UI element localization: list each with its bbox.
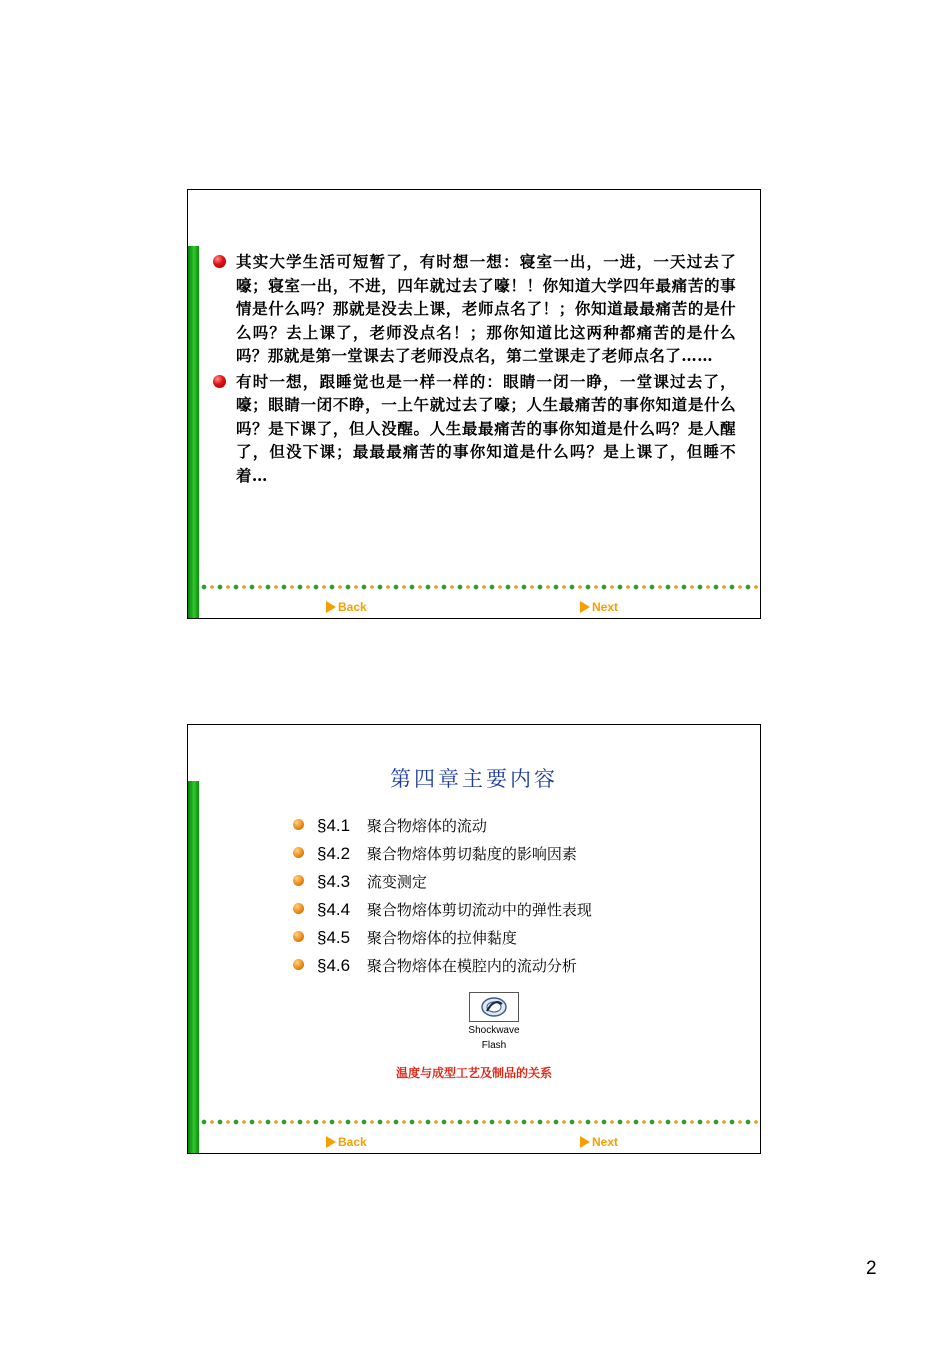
play-arrow-icon (326, 601, 336, 613)
green-side-bar (188, 246, 199, 618)
orange-bullet-icon (293, 875, 304, 886)
bullet-item (212, 370, 736, 488)
orange-bullet-icon (293, 847, 304, 858)
play-arrow-icon (326, 1136, 336, 1148)
section-title: 流变测定 (366, 873, 427, 891)
chapter-contents-list (293, 813, 592, 981)
flash-caption-line2: Flash (481, 1040, 507, 1051)
slide-1 (187, 189, 761, 619)
flash-caption (444, 1023, 544, 1053)
section-title: 聚合物熔体剪切流动中的弹性表现 (366, 901, 592, 919)
section-title: 聚合物熔体的拉伸黏度 (366, 929, 517, 947)
next-label: Next (592, 1135, 619, 1149)
red-bullet-icon (213, 375, 226, 388)
red-bullet-icon (213, 255, 226, 268)
section-number: §4.6 (317, 956, 351, 975)
shockwave-flash-icon[interactable] (469, 992, 519, 1022)
section-number: §4.1 (317, 816, 351, 835)
section-number: §4.5 (317, 928, 351, 947)
back-label: Back (338, 600, 367, 614)
list-item (293, 897, 592, 925)
section-title: 聚合物熔体在模腔内的流动分析 (366, 957, 577, 975)
dotted-divider (200, 583, 758, 591)
list-item (293, 869, 592, 897)
list-item (293, 925, 592, 953)
slide-2 (187, 724, 761, 1154)
bullet-text: 其实大学生活可短暂了，有时想一想：寝室一出，一进，一天过去了嚎；寝室一出，不进，四年就过去了嚎！！你知道大学四年最痛苦的事情是什么吗？那就是没去上课，老师点名了！；你知道最最痛苦的是什么吗？去上课了，老师没点名！；那你知道比这两种都痛苦的是什么吗？那就是第一堂课去了老师没点名，第二堂课走了老师点名了…… (236, 252, 736, 365)
back-label: Back (338, 1135, 367, 1149)
section-title: 聚合物熔体剪切黏度的影响因素 (366, 845, 577, 863)
play-arrow-icon (580, 1136, 590, 1148)
slide-1-bullets (212, 250, 736, 489)
orange-bullet-icon (293, 903, 304, 914)
orange-bullet-icon (293, 959, 304, 970)
next-label: Next (592, 600, 619, 614)
play-arrow-icon (580, 601, 590, 613)
section-number: §4.2 (317, 844, 351, 863)
bullet-item (212, 250, 736, 368)
list-item (293, 953, 592, 981)
list-item (293, 813, 592, 841)
page-number: 2 (866, 1258, 877, 1279)
green-side-bar (188, 781, 199, 1153)
section-title: 聚合物熔体的流动 (366, 817, 487, 835)
bullet-text: 有时一想，跟睡觉也是一样一样的：眼睛一闭一睁，一堂课过去了，嚎；眼睛一闭不睁，一上午就过去了嚎；人生最痛苦的事你知道是什么吗？是下课了，但人没醒。人生最最痛苦的事你知道是什么吗？是人醒了，但没下课；最最最痛苦的事你知道是什么吗？是上课了，但睡不着… (236, 371, 736, 485)
back-button[interactable] (326, 599, 367, 615)
red-note-text: 温度与成型工艺及制品的关系 (395, 1066, 552, 1080)
section-number: §4.4 (317, 900, 351, 919)
slide-title: 第四章主要内容 (390, 767, 558, 791)
orange-bullet-icon (293, 931, 304, 942)
dotted-divider (200, 1118, 758, 1126)
list-item (293, 841, 592, 869)
next-button[interactable] (580, 599, 618, 615)
back-button[interactable] (326, 1134, 367, 1150)
orange-bullet-icon (293, 819, 304, 830)
section-number: §4.3 (317, 872, 351, 891)
next-button[interactable] (580, 1134, 618, 1150)
flash-caption-line1: Shockwave (468, 1025, 520, 1036)
